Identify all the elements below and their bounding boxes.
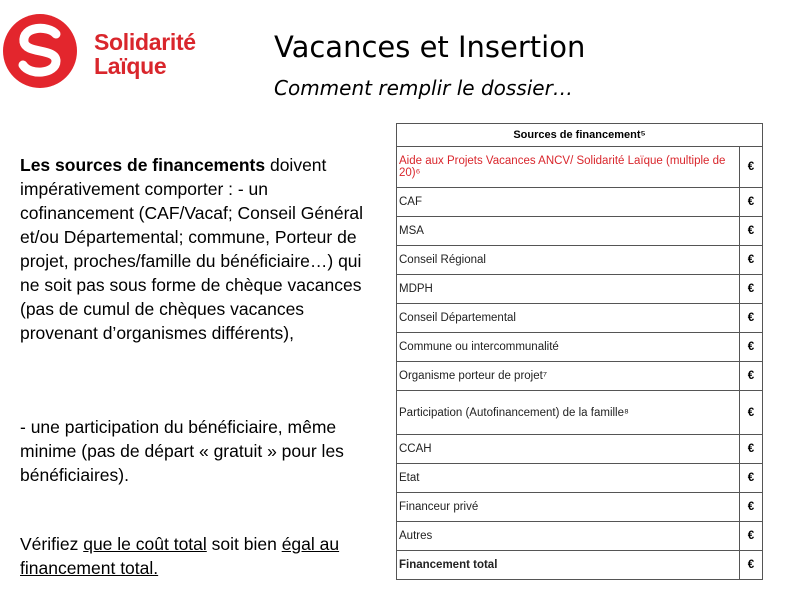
table-row bbox=[397, 304, 763, 333]
row-currency: € bbox=[740, 188, 763, 217]
row-label: MDPH bbox=[397, 275, 740, 304]
row-currency: € bbox=[740, 304, 763, 333]
row-currency: € bbox=[740, 362, 763, 391]
table-row bbox=[397, 493, 763, 522]
table-row bbox=[397, 246, 763, 275]
row-label: Conseil Départemental bbox=[397, 304, 740, 333]
row-label: Financeur privé bbox=[397, 493, 740, 522]
logo-wordmark bbox=[94, 30, 196, 78]
financing-table bbox=[396, 123, 763, 583]
row-currency: € bbox=[740, 217, 763, 246]
verify-text-a: Vérifiez bbox=[20, 534, 84, 554]
table-row bbox=[397, 275, 763, 304]
paragraph-sources-text: doivent impérativement comporter : - un cofinancement (CAF/Vacaf; Conseil Général et/ou Départemental; commune, Porteur de projet, proches/famille du bénéficiaire…) qui ne soit pas sous forme de chèque vacances (pas de cumul de chèques vacances provenant d’organismes différents), bbox=[20, 155, 364, 343]
row-label: Etat bbox=[397, 464, 740, 493]
row-currency: € bbox=[740, 275, 763, 304]
logo-mark-icon bbox=[0, 8, 90, 88]
row-currency: € bbox=[740, 333, 763, 362]
row-currency: € bbox=[740, 522, 763, 551]
row-label: CCAH bbox=[397, 435, 740, 464]
row-label: CAF bbox=[397, 188, 740, 217]
row-label: MSA bbox=[397, 217, 740, 246]
row-currency: € bbox=[740, 551, 763, 580]
table-row bbox=[397, 362, 763, 391]
row-currency: € bbox=[740, 435, 763, 464]
row-label: Organisme porteur de projet⁷ bbox=[397, 362, 740, 391]
table-row bbox=[397, 147, 763, 188]
row-label: Financement total bbox=[397, 551, 740, 580]
row-label: Conseil Régional bbox=[397, 246, 740, 275]
row-currency: € bbox=[740, 464, 763, 493]
table-row bbox=[397, 551, 763, 580]
verify-text-c: soit bien bbox=[206, 534, 282, 554]
verify-text-b: que le coût total bbox=[83, 534, 207, 554]
page-subtitle: Comment remplir le dossier… bbox=[274, 76, 573, 100]
row-currency: € bbox=[740, 147, 763, 188]
table-row bbox=[397, 333, 763, 362]
verify-text-d: égal au financement total. bbox=[20, 534, 340, 578]
row-label: Aide aux Projets Vacances ANCV/ Solidarité Laïque (multiple de 20)⁶ bbox=[397, 147, 740, 188]
paragraph-sources bbox=[20, 153, 382, 345]
table-row bbox=[397, 464, 763, 493]
table-row bbox=[397, 435, 763, 464]
row-label: Commune ou intercommunalité bbox=[397, 333, 740, 362]
table-row bbox=[397, 522, 763, 551]
page-title: Vacances et Insertion bbox=[274, 30, 586, 64]
row-currency: € bbox=[740, 246, 763, 275]
logo-line-2: Laïque bbox=[94, 53, 167, 79]
table-row bbox=[397, 391, 763, 435]
paragraph-sources-bold: Les sources de financements bbox=[20, 155, 266, 175]
table-header: Sources de financement⁵ bbox=[397, 124, 763, 147]
paragraph-participation: - une participation du bénéficiaire, même minime (pas de départ « gratuit » pour les bénéficiaires). bbox=[20, 417, 344, 485]
paragraph-verification bbox=[20, 532, 382, 580]
logo-line-1: Solidarité bbox=[94, 29, 196, 55]
row-currency: € bbox=[740, 391, 763, 435]
table-row bbox=[397, 217, 763, 246]
table-header-row bbox=[397, 124, 763, 147]
row-label: Autres bbox=[397, 522, 740, 551]
solidarite-laique-logo bbox=[0, 8, 200, 88]
table-row bbox=[397, 188, 763, 217]
row-label: Participation (Autofinancement) de la famille⁸ bbox=[397, 391, 740, 435]
row-currency: € bbox=[740, 493, 763, 522]
